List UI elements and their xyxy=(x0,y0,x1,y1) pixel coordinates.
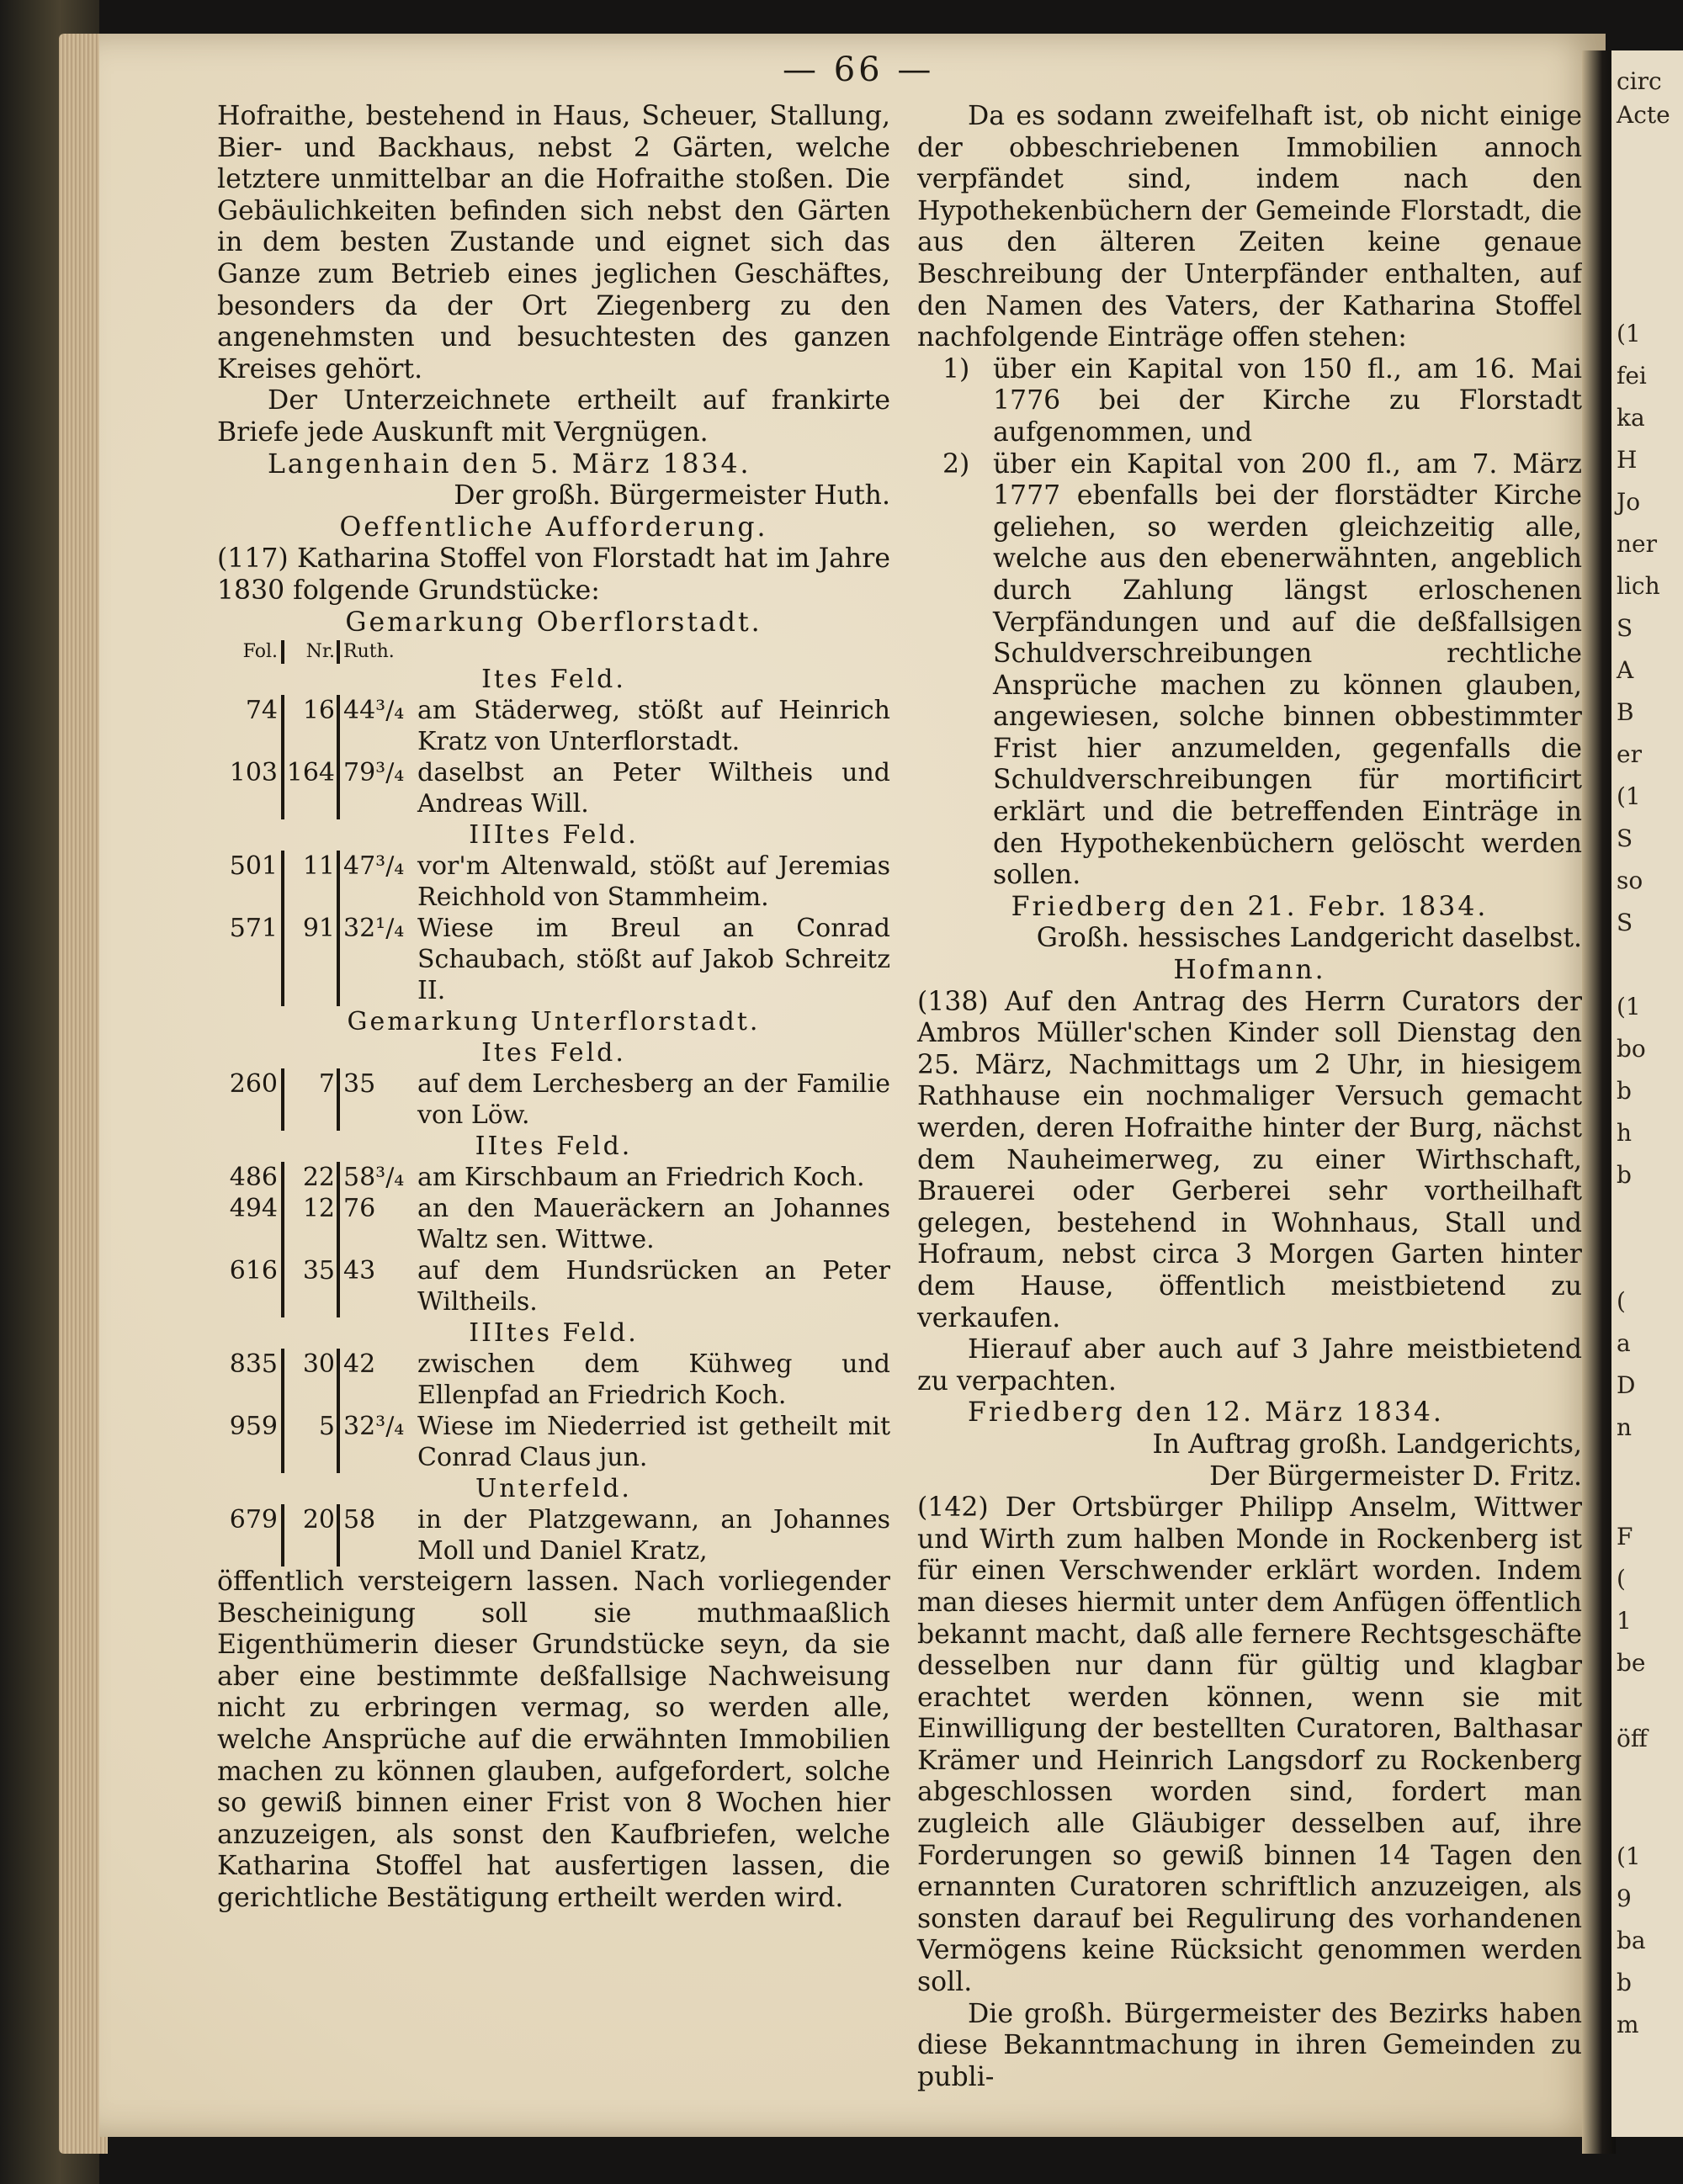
next-page-fragment: Jo xyxy=(1617,488,1641,516)
parcel-ruth: 32³/₄ xyxy=(343,1412,405,1442)
parcel-row xyxy=(217,1162,890,1193)
col-header-fol: Fol. xyxy=(217,640,283,664)
field-section-label: Ites Feld. xyxy=(481,1038,626,1068)
next-page-fragment: ( xyxy=(1617,1565,1626,1593)
signature-1: Hofmann. xyxy=(1173,955,1326,986)
next-page-fragment: (1 xyxy=(1617,320,1641,347)
parcel-ruth: 43 xyxy=(343,1256,376,1286)
parcel-fol: 835 xyxy=(217,1349,283,1411)
parcel-row xyxy=(217,1349,890,1411)
next-page-fragment: circ xyxy=(1617,67,1662,95)
parcel-fol: 501 xyxy=(217,851,283,913)
notice-138-lease: Hierauf aber auch auf 3 Jahre meistbietend zu verpachten. xyxy=(917,1334,1582,1397)
parcel-ruth: 79³/₄ xyxy=(343,758,405,788)
parcel-ruth: 58³/₄ xyxy=(343,1163,405,1193)
parcel-description: in der Platzgewann, an Johannes Moll und Daniel Kratz, xyxy=(417,1505,890,1566)
parcel-nr: 22 xyxy=(283,1162,338,1193)
parcel-fol: 679 xyxy=(217,1504,283,1566)
parcel-fol: 571 xyxy=(217,913,283,1006)
intro-paragraph: Hofraithe, bestehend in Haus, Scheuer, Stallung, Bier- und Backhaus, nebst 2 Gärten, welche letztere unmittelbar an die Hofraithe stoßen. Die Gebäulichkeiten befinden sich nebst den Gärten in dem besten Zustande und eignet sich das Ganze zum Betrieb eines jeglichen Geschäftes, besonders da der Ort Ziegenberg zu den angenehmsten und besuchtesten des ganzen Kreises gehört. xyxy=(217,101,890,384)
next-page-fragment: Acte xyxy=(1617,101,1670,129)
parcel-nr: 30 xyxy=(283,1349,338,1411)
parcel-nr: 164 xyxy=(283,757,338,819)
place-date-1: Friedberg den 21. Febr. 1834. xyxy=(1011,891,1489,922)
parcel-ruth: 47³/₄ xyxy=(343,851,405,882)
next-page-fragment: (1 xyxy=(1617,782,1641,810)
parcel-description: zwischen dem Kühweg und Ellenpfad an Friedrich Koch. xyxy=(417,1349,890,1411)
parcel-row xyxy=(217,1255,890,1317)
parcel-ruth: 42 xyxy=(343,1349,376,1380)
parcel-fol: 494 xyxy=(217,1193,283,1255)
parcel-fol: 959 xyxy=(217,1411,283,1473)
mortgage-list-item xyxy=(942,449,1582,892)
field-section-cell xyxy=(217,1131,890,1162)
parcel-fol: 616 xyxy=(217,1255,283,1317)
parcel-table xyxy=(217,640,890,1566)
parcel-description: daselbst an Peter Wiltheis und Andreas Will. xyxy=(417,758,890,819)
parcel-nr: 20 xyxy=(283,1504,338,1566)
next-page-fragment: b xyxy=(1617,1161,1632,1189)
next-page-fragment: ka xyxy=(1617,404,1645,432)
list-item-number: 1) xyxy=(942,353,970,384)
gemarkung-ober-heading: Gemarkung Oberflorstadt. xyxy=(345,607,762,638)
next-page-fragment: öff xyxy=(1617,1725,1648,1752)
next-page-fragment: S xyxy=(1617,909,1633,936)
field-section-label: IIItes Feld. xyxy=(469,820,639,851)
info-paragraph: Der Unterzeichnete ertheilt auf frankirte Briefe jede Auskunft mit Vergnügen. xyxy=(217,385,890,448)
field-section-heading xyxy=(217,664,890,695)
field-section-label: Unterfeld. xyxy=(475,1474,632,1504)
field-section-heading xyxy=(217,1317,890,1349)
parcel-description: auf dem Hundsrücken an Peter Wiltheils. xyxy=(417,1256,890,1317)
next-page-fragment: F xyxy=(1617,1523,1633,1551)
next-page-fragment: A xyxy=(1617,656,1634,684)
next-page-fragment: bo xyxy=(1617,1035,1646,1063)
parcel-description: Wiese im Niederried ist getheilt mit Conrad Claus jun. xyxy=(417,1412,890,1473)
parcel-row xyxy=(217,1504,890,1566)
parcel-description: auf dem Lerchesberg an der Familie von Löw. xyxy=(417,1069,890,1131)
field-section-heading xyxy=(217,819,890,851)
notice-heading: Oeffentliche Aufforderung. xyxy=(339,512,768,543)
page-number-value: 66 xyxy=(833,50,884,89)
next-page-fragment: m xyxy=(1617,2011,1639,2038)
mortgage-list xyxy=(917,354,1582,892)
next-page-fragment: ( xyxy=(1617,1287,1626,1315)
field-section-cell xyxy=(217,819,890,851)
next-page-fragment: S xyxy=(1617,614,1633,642)
parcel-nr: 11 xyxy=(283,851,338,913)
final-paragraph: Die großh. Bürgermeister des Bezirks haben diese Bekanntmachung in ihren Gemeinden zu publi- xyxy=(917,1998,1582,2092)
next-page-fragment: b xyxy=(1617,1969,1632,1996)
next-page-fragment: D xyxy=(1617,1371,1636,1399)
parcel-description: am Städerweg, stößt auf Heinrich Kratz von Unterflorstadt. xyxy=(417,696,890,757)
book-gutter xyxy=(1582,50,1616,2154)
list-item-text: über ein Kapital von 200 fl., am 7. März 1777 ebenfalls bei der florstädter Kirche geliehen, so werden gleichzeitig alle, welche aus den ebenerwähnten, angeblich durch Zahlung längst erloschenen Verpfändungen und auf die deßfallsigen Schuldverschreibungen rechtliche Ansprüche machen zu können glauben, angewiesen, solche binnen obbestimmter Frist hier anzumelden, gegenfalls die Schuldverschreibungen für mortificirt erklärt und die betreffenden Einträge in den Hypothekenbüchern gelöscht werden sollen. xyxy=(993,448,1582,891)
field-section-label: IItes Feld. xyxy=(475,1132,633,1162)
next-page-fragment: h xyxy=(1617,1119,1633,1147)
next-page-fragment: ner xyxy=(1617,530,1657,558)
notice-142: (142) Der Ortsbürger Philipp Anselm, Wittwer und Wirth zum halben Monde in Rockenberg ist für einen Verschwender erklärt worden. Indem man dieses hiermit unter dem Anfügen öffentlich bekannt macht, daß alle fernere Rechtsgeschäfte desselben nur dann für gültig und klagbar erachtet werden können, wenn sie mit Einwilligung der bestellten Curatoren, Balthasar Krämer und Heinrich Langsdorf zu Rockenberg abgeschlossen worden sind, fordert man zugleich alle Gläubiger desselben auf, ihre Forderungen so gewiß binnen 14 Tagen den ernannten Curatoren schriftlich anzuzeigen, als sonsten darauf bei Regulirung des vorhandenen Vermögens keine Rücksicht genommen werden soll. xyxy=(917,1492,1582,1998)
parcel-description: vor'm Altenwald, stößt auf Jeremias Reichhold von Stammheim. xyxy=(417,851,890,913)
list-item-number: 2) xyxy=(942,448,970,480)
parcel-row xyxy=(217,851,890,913)
field-section-heading xyxy=(217,1131,890,1162)
parcel-fol: 260 xyxy=(217,1068,283,1131)
col-header-ruth: Ruth. xyxy=(343,641,395,663)
parcel-description: am Kirschbaum an Friedrich Koch. xyxy=(417,1163,865,1193)
right-column xyxy=(917,101,1582,2093)
list-item-text: über ein Kapital von 150 fl., am 16. Mai 1776 bei der Kirche zu Florstadt aufgenommen, und xyxy=(993,353,1582,448)
left-column xyxy=(217,101,890,1915)
page-number: — 66 — xyxy=(783,50,935,89)
parcel-fol: 486 xyxy=(217,1162,283,1193)
parcel-row xyxy=(217,757,890,819)
next-page-fragment: n xyxy=(1617,1413,1633,1441)
gemarkung-unter-label: Gemarkung Unterflorstadt. xyxy=(347,1007,761,1037)
next-page-fragment: 9 xyxy=(1617,1884,1632,1912)
place-date-2: Friedberg den 12. März 1834. xyxy=(968,1397,1444,1429)
parcel-nr: 16 xyxy=(283,695,338,757)
next-page-fragment: fei xyxy=(1617,362,1647,390)
parcel-row xyxy=(217,695,890,757)
next-page-fragment: (1 xyxy=(1617,1842,1641,1870)
field-section-heading xyxy=(217,1473,890,1504)
next-page-fragment: be xyxy=(1617,1649,1646,1677)
field-section-cell xyxy=(217,1317,890,1349)
mortgage-paragraph: Da es sodann zweifelhaft ist, ob nicht einige der obbeschriebenen Immobilien annoch verpfändet sind, indem nach den Hypothekenbüchern der Gemeinde Florstadt, die aus den älteren Zeiten keine genaue Beschreibung der Unterpfänder enthalten, auf den Namen des Vaters, der Katharina Stoffel nachfolgende Einträge offen stehen: xyxy=(917,101,1582,353)
mortgage-list-item xyxy=(942,354,1582,449)
parcel-description: an den Maueräckern an Johannes Waltz sen. Wittwe. xyxy=(417,1194,890,1255)
next-page-fragment: (1 xyxy=(1617,993,1641,1020)
next-page-fragment: 1 xyxy=(1617,1607,1632,1635)
next-page-fragment: H xyxy=(1617,446,1638,474)
next-page-fragment: so xyxy=(1617,867,1643,894)
parcel-fol: 103 xyxy=(217,757,283,819)
parcel-nr: 12 xyxy=(283,1193,338,1255)
next-page-fragment: a xyxy=(1617,1329,1631,1357)
field-section-label: IIItes Feld. xyxy=(469,1318,639,1349)
next-page-fragment: S xyxy=(1617,824,1633,852)
notice-117-intro: (117) Katharina Stoffel von Florstadt hat im Jahre 1830 folgende Grundstücke: xyxy=(217,543,890,606)
parcel-row xyxy=(217,1068,890,1131)
parcel-nr: 91 xyxy=(283,913,338,1006)
parcel-ruth: 76 xyxy=(343,1194,376,1224)
field-section-label: Ites Feld. xyxy=(481,665,626,695)
field-section-cell xyxy=(217,1037,890,1068)
parcel-row xyxy=(217,1411,890,1473)
parcel-ruth: 44³/₄ xyxy=(343,696,405,726)
field-section-cell xyxy=(217,664,890,695)
next-page-fragment: er xyxy=(1617,740,1642,768)
next-page-fragment: b xyxy=(1617,1077,1632,1105)
next-page-fragment: B xyxy=(1617,698,1634,726)
place-date: Langenhain den 5. März 1834. xyxy=(268,448,751,480)
parcel-nr: 5 xyxy=(283,1411,338,1473)
parcel-fol: 74 xyxy=(217,695,283,757)
parcel-ruth: 32¹/₄ xyxy=(343,914,405,944)
parcel-description: Wiese im Breul an Conrad Schaubach, stößt auf Jakob Schreitz II. xyxy=(417,914,890,1006)
table-header-row xyxy=(217,640,890,664)
parcel-nr: 7 xyxy=(283,1068,338,1131)
authority-2: In Auftrag großh. Landgerichts, xyxy=(1152,1429,1582,1460)
parcel-row xyxy=(217,913,890,1006)
parcel-nr: 35 xyxy=(283,1255,338,1317)
parcel-ruth: 58 xyxy=(343,1505,376,1535)
col-header-desc xyxy=(411,640,890,664)
notice-138: (138) Auf den Antrag des Herrn Curators der Ambros Müller'schen Kinder soll Dienstag den 25. März, Nachmittags um 2 Uhr, in hiesigem Rathhause ein nochmaliger Versuch gemacht werden, deren Hofraithe hinter der Burg, nächst dem Nauheimerweg, zu einer Wirthschaft, Brauerei oder Gerberei sehr vortheilhaft gelegen, bestehend in Wohnhaus, Stall und Hofraum, nebst circa 3 Morgen Garten hinter dem Hause, öffentlich meistbietend zu verkaufen. xyxy=(917,986,1582,1333)
col-header-nr: Nr. xyxy=(283,640,338,664)
next-page-fragment: ba xyxy=(1617,1927,1646,1954)
gemarkung-unter-heading xyxy=(217,1006,890,1037)
parcel-ruth: 35 xyxy=(343,1069,376,1100)
parcel-row xyxy=(217,1193,890,1255)
field-section-cell xyxy=(217,1473,890,1504)
field-section-heading xyxy=(217,1037,890,1068)
next-page-fragment: lich xyxy=(1617,572,1660,600)
signature-2: Der Bürgermeister D. Fritz. xyxy=(1209,1460,1582,1492)
closing-paragraph: öffentlich versteigern lassen. Nach vorliegender Bescheinigung soll sie muthmaaßlich Eigenthümerin dieser Grundstücke seyn, da sie aber eine bestimmte deßfallsige Nachweisung nicht zu erbringen vermag, so werden alle, welche Ansprüche auf die erwähnten Immobilien machen zu können glauben, aufgefordert, solche so gewiß binnen einer Frist von 8 Wochen hier anzuzeigen, als sonst den Kaufbriefen, welche Katharina Stoffel hat ausfertigen lassen, die gerichtliche Bestätigung ertheilt werden wird. xyxy=(217,1566,890,1914)
next-page-edge xyxy=(1611,50,1683,2137)
authority-1: Großh. hessisches Landgericht daselbst. xyxy=(1036,923,1582,954)
signature: Der großh. Bürgermeister Huth. xyxy=(454,480,890,512)
